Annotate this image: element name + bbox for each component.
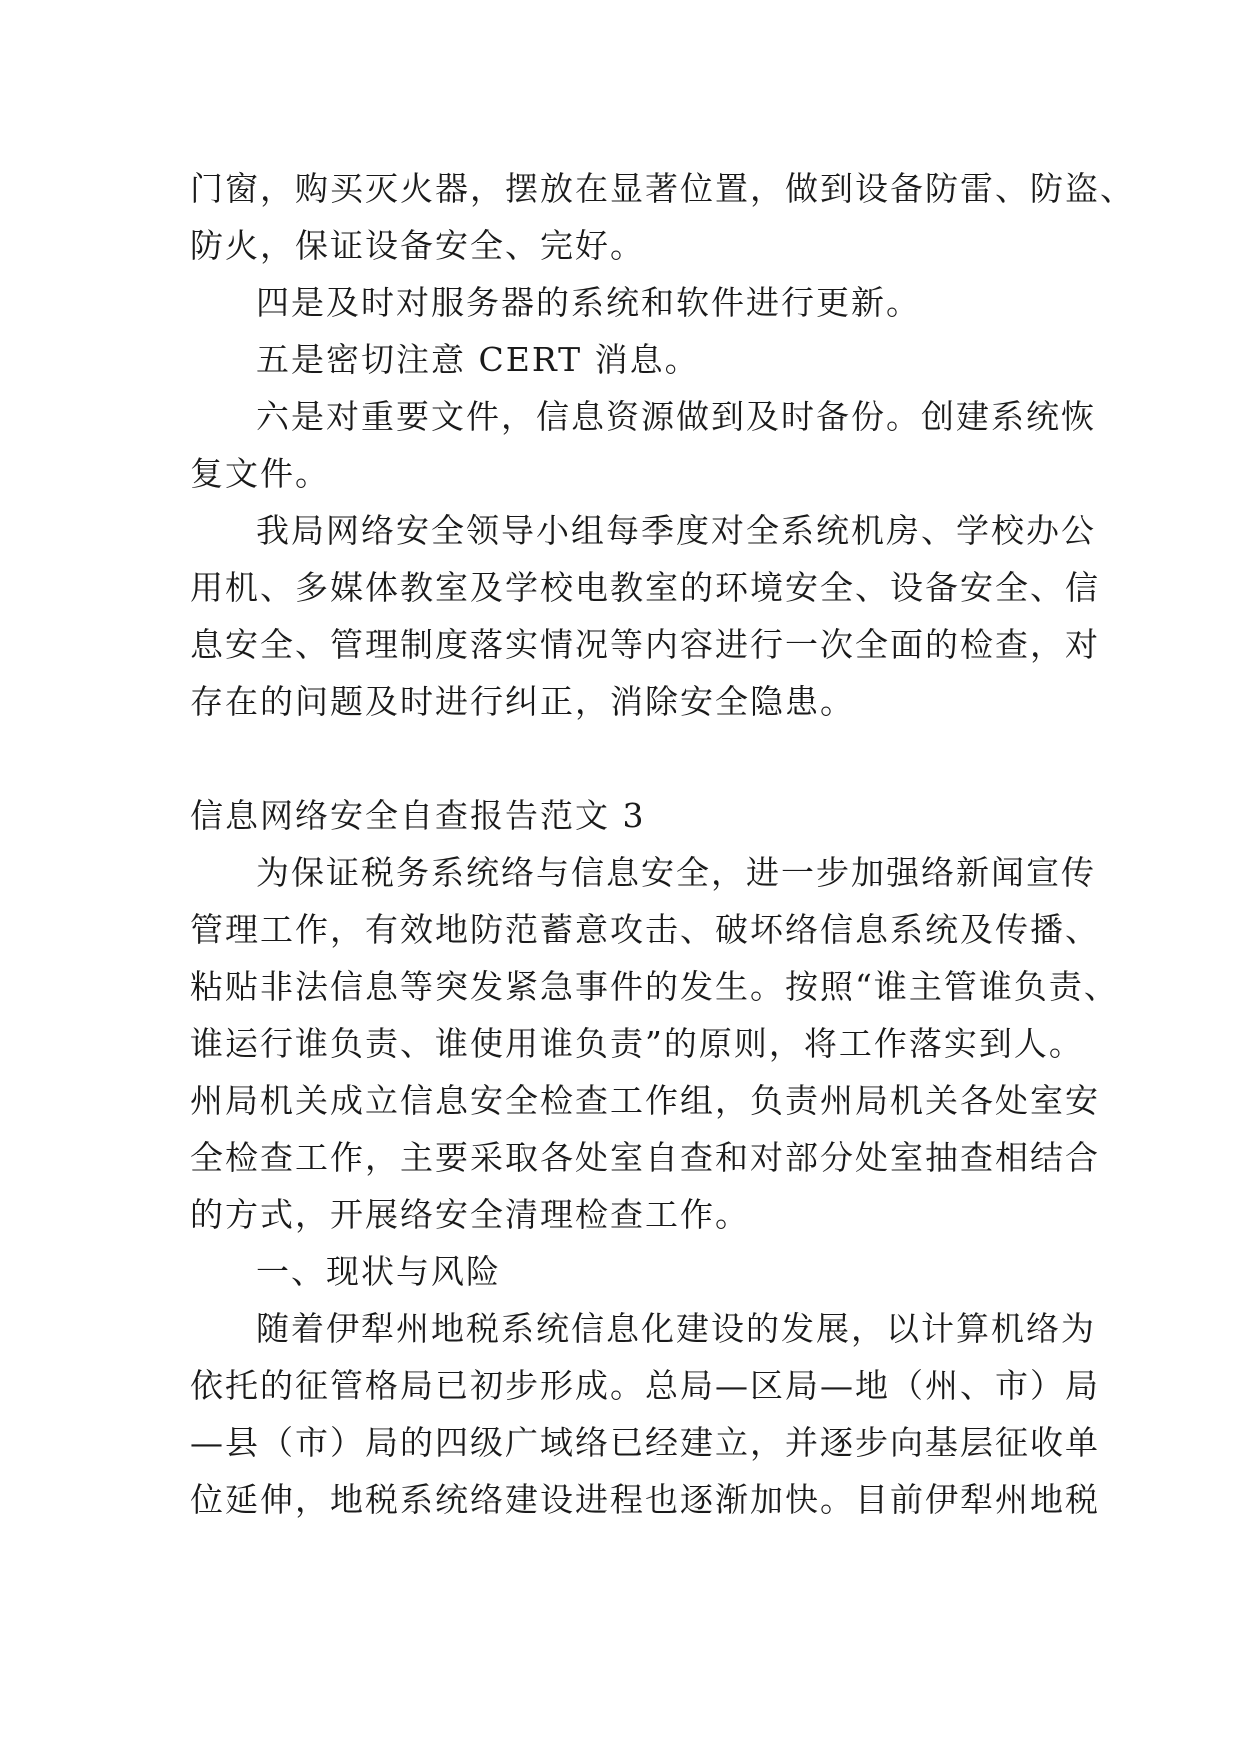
text-line: 六是对重要文件，信息资源做到及时备份。创建系统恢 [256,397,1096,436]
paragraph [190,388,1096,502]
text-line: 用机、多媒体教室及学校电教室的环境安全、设备安全、信 [190,568,1100,607]
text-line: 全检查工作，主要采取各处室自查和对部分处室抽查相结合 [190,1138,1100,1177]
paragraph [190,1243,1060,1300]
text-line: 存在的问题及时进行纠正，消除安全隐患。 [190,682,855,721]
text-line: 门窗，购买灭火器，摆放在显著位置，做到设备防雷、防盗、 [190,169,1135,208]
paragraph [190,502,1100,730]
text-line: 五是密切注意 CERT 消息。 [256,340,700,379]
text-line: 依托的征管格局已初步形成。总局—区局—地（州、市）局 [190,1366,1100,1405]
paragraph [190,1300,1100,1528]
text-line: 谁运行谁负责、谁使用谁负责”的原则，将工作落实到人。 [190,1024,1084,1063]
text-line: 复文件。 [190,454,330,493]
text-line: 息安全、管理制度落实情况等内容进行一次全面的检查，对 [190,625,1100,664]
text-line: 管理工作，有效地防范蓄意攻击、破坏络信息系统及传播、 [190,910,1100,949]
paragraph [190,160,1135,274]
text-line: 州局机关成立信息安全检查工作组，负责州局机关各处室安 [190,1081,1100,1120]
text-line: 防火，保证设备安全、完好。 [190,226,645,265]
text-line: 我局网络安全领导小组每季度对全系统机房、学校办公 [256,511,1096,550]
paragraph [190,844,1119,1243]
section-title: 信息网络安全自查报告范文 3 [190,796,646,835]
subheading: 一、现状与风险 [256,1252,501,1291]
text-line: 四是及时对服务器的系统和软件进行更新。 [256,283,921,322]
paragraph [190,274,1060,331]
text-line: 位延伸，地税系统络建设进程也逐渐加快。目前伊犁州地税 [190,1480,1100,1519]
text-line: 为保证税务系统络与信息安全，进一步加强络新闻宣传 [256,853,1096,892]
text-line: —县（市）局的四级广域络已经建立，并逐步向基层征收单 [190,1423,1100,1462]
paragraph [190,331,1060,388]
text-line: 粘贴非法信息等突发紧急事件的发生。按照“谁主管谁负责、 [190,967,1119,1006]
text-line: 的方式，开展络安全清理检查工作。 [190,1195,750,1234]
text-line: 随着伊犁州地税系统信息化建设的发展，以计算机络为 [256,1309,1096,1348]
document-body [190,160,1135,1528]
section-heading [190,787,1060,844]
